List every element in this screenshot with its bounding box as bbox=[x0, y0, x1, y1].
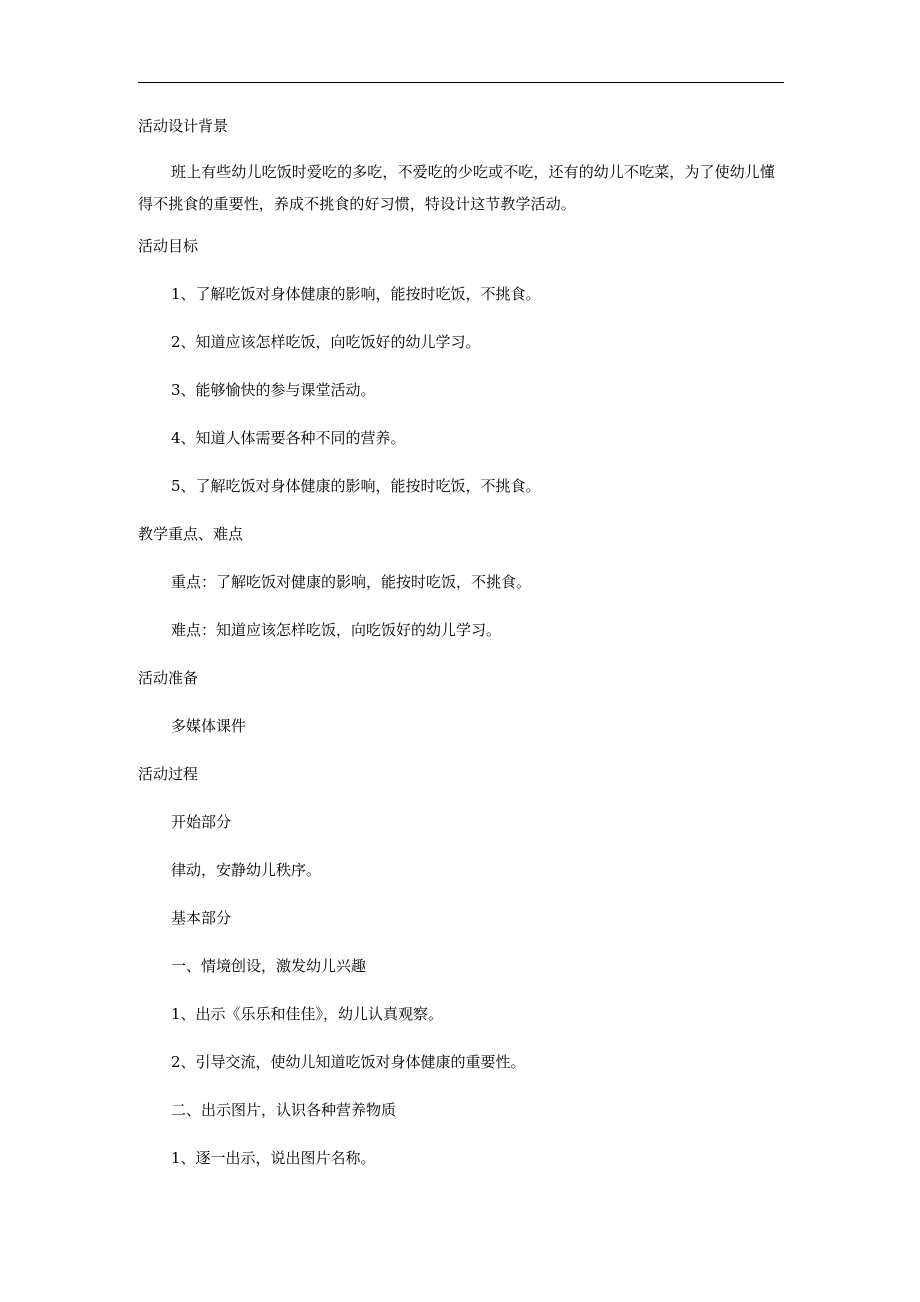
key-point: 重点：了解吃饭对健康的影响，能按时吃饭，不挑食。 bbox=[171, 573, 532, 591]
goal-item: 5、了解吃饭对身体健康的影响，能按时吃饭，不挑食。 bbox=[171, 477, 541, 495]
goal-item: 3、能够愉快的参与课堂活动。 bbox=[171, 381, 376, 399]
preparation-item: 多媒体课件 bbox=[171, 717, 247, 735]
process-item: 二、出示图片，认识各种营养物质 bbox=[171, 1101, 397, 1119]
process-item: 一、情境创设，激发幼儿兴趣 bbox=[171, 957, 367, 975]
header-rule bbox=[138, 82, 784, 83]
process-item: 1、出示《乐乐和佳佳》，幼儿认真观察。 bbox=[171, 1005, 444, 1023]
process-heading: 活动过程 bbox=[138, 765, 199, 783]
process-item: 开始部分 bbox=[171, 813, 232, 831]
goal-item: 2、知道应该怎样吃饭，向吃饭好的幼儿学习。 bbox=[171, 333, 481, 351]
goal-item: 4、知道人体需要各种不同的营养。 bbox=[171, 429, 406, 447]
process-item: 基本部分 bbox=[171, 909, 232, 927]
process-item: 1、逐一出示，说出图片名称。 bbox=[171, 1149, 376, 1167]
preparation-heading: 活动准备 bbox=[138, 669, 199, 687]
process-item: 律动，安静幼儿秩序。 bbox=[171, 861, 322, 879]
background-heading: 活动设计背景 bbox=[138, 117, 229, 135]
background-paragraph: 班上有些幼儿吃饭时爱吃的多吃，不爱吃的少吃或不吃，还有的幼儿不吃菜，为了使幼儿懂得不挑食的重要性，养成不挑食的好习惯，特设计这节教学活动。 bbox=[138, 163, 776, 213]
key-points-heading: 教学重点、难点 bbox=[138, 525, 244, 543]
goals-heading: 活动目标 bbox=[138, 237, 199, 255]
process-item: 2、引导交流，使幼儿知道吃饭对身体健康的重要性。 bbox=[171, 1053, 526, 1071]
difficult-point: 难点：知道应该怎样吃饭，向吃饭好的幼儿学习。 bbox=[171, 621, 502, 639]
goal-item: 1、了解吃饭对身体健康的影响，能按时吃饭，不挑食。 bbox=[171, 285, 541, 303]
